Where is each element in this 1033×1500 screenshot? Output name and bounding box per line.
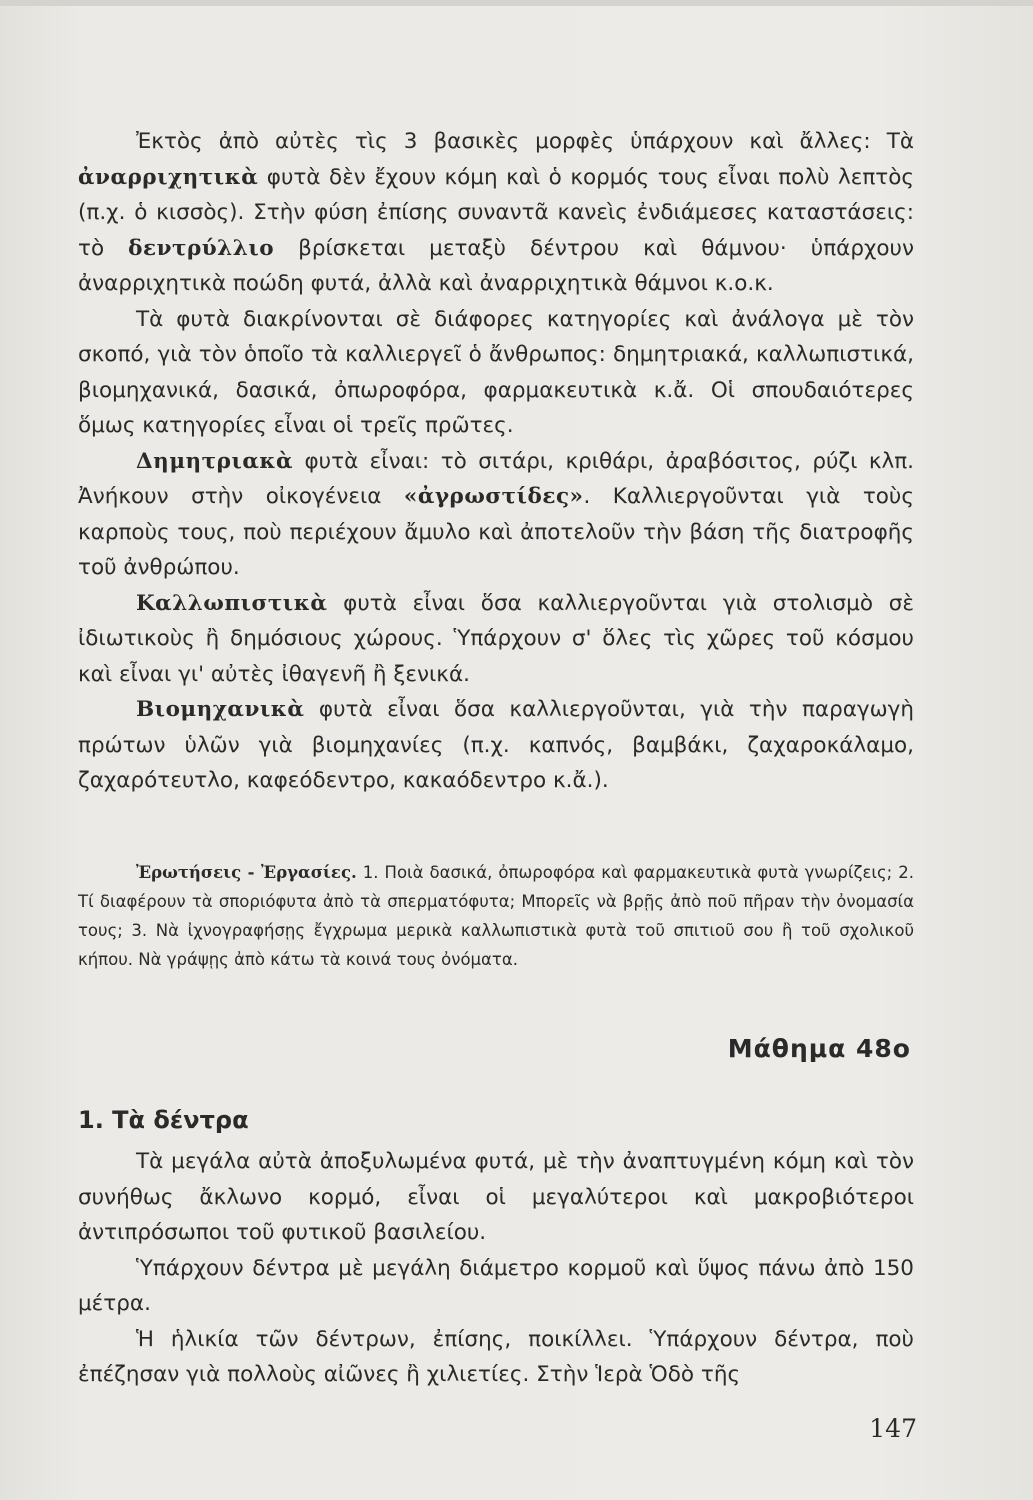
section-title: 1. Τὰ δέντρα — [78, 1106, 249, 1134]
text-run: φυτὰ εἶναι ὅσα καλλιεργοῦνται, γιὰ τὴν παραγωγὴ πρώτων ὑλῶν γιὰ βιομηχανίες (π.χ. καπνός, βαμβάκι, ζαχαροκάλαμο, ζαχαρότευτλο, καφεόδεντρο, κακαόδεντρο κ.ἄ.). — [78, 697, 914, 793]
term-industrial: Βιομηχανικὰ — [136, 697, 305, 722]
text-run: φυτὰ εἶναι ὅσα καλλιεργοῦνται γιὰ στολισμὸ σὲ ἰδιωτικοὺς ἢ δημόσιους χώρους. Ὑπάρχουν σ' ὅλες τὶς χῶρες τοῦ κόσμου καὶ εἶναι γι' αὐτὲς ἰθαγενῆ ἢ ξενικά. — [78, 590, 914, 687]
text-run: Ἐκτὸς ἀπὸ αὐτὲς τὶς 3 βασικὲς μορφὲς ὑπάρχουν καὶ ἄλλες: Τὰ — [136, 129, 914, 154]
term-cereals: Δημητριακὰ — [136, 448, 294, 474]
paragraph-trees-height: Ὑπάρχουν δέντρα μὲ μεγάλη διάμετρο κορμοῦ καὶ ὕψος πάνω ἀπὸ 150 μέτρα. — [78, 1255, 914, 1316]
body-text-trees — [78, 1144, 914, 1393]
page-number: 147 — [869, 1414, 917, 1443]
paragraph-trees-intro: Τὰ μεγάλα αὐτὰ ἀποξυλωμένα φυτά, μὲ τὴν ἀναπτυγμένη κόμη καὶ τὸν συνήθως ἄκλωνο κορμό, εἶναι οἱ μεγαλύτεροι καὶ μακροβιότεροι ἀντιπρόσωποι τοῦ φυτικοῦ βασιλείου. — [78, 1149, 914, 1245]
term-grasses: «ἀγρωστίδες» — [403, 484, 584, 509]
paragraph-trees-age: Ἡ ἡλικία τῶν δέντρων, ἐπίσης, ποικίλλει. Ὑπάρχουν δέντρα, ποὺ ἐπέζησαν γιὰ πολλοὺς αἰῶνες ἢ χιλιετίες. Στὴν Ἱερὰ Ὁδὸ τῆς — [78, 1326, 914, 1387]
text-run: φυτὰ εἶναι: τὸ σιτάρι, κριθάρι, ἀραβόσιτος, ρύζι κλπ. Ἀνήκουν στὴν οἰκογένεια — [78, 448, 914, 509]
paragraph-other-forms — [78, 124, 914, 302]
questions-text: 1. Ποιὰ δασικά, ὀπωροφόρα καὶ φαρμακευτικὰ φυτὰ γνωρίζεις; 2. Τί διαφέρουν τὰ σποριόφυτα ἀπὸ τὰ σπερματόφυτα; Μπορεῖς νὰ βρῇς ἀπὸ ποῦ πῆραν τὴν ὀνομασία τους; 3. Νὰ ἰχνογραφήσῃς ἔγχρωμα μερικὰ καλλωπιστικὰ φυτὰ τοῦ σπιτιοῦ σου ἢ τοῦ σχολικοῦ κήπου. Νὰ γράψῃς ἀπὸ κάτω τὰ κοινά τους ὀνόματα. — [78, 863, 914, 969]
questions-label: Ἐρωτήσεις - Ἐργασίες. — [136, 863, 357, 882]
term-climbing: ἀναρριχητικὰ — [78, 164, 259, 190]
lesson-title: Μάθημα 48ο — [727, 1034, 911, 1063]
paragraph-industrial — [78, 692, 914, 799]
paragraph-cereals — [78, 444, 914, 586]
term-ornamental: Καλλωπιστικὰ — [136, 590, 328, 616]
term-shrub-tree: δεντρύλλιο — [128, 235, 275, 261]
text-run: . Καλλιεργοῦνται γιὰ τοὺς καρποὺς τους, ποὺ περιέχουν ἄμυλο καὶ ἀποτελοῦν τὴν βάση τῆς διατροφῆς τοῦ ἀνθρώπου. — [78, 484, 914, 580]
paragraph-categories: Τὰ φυτὰ διακρίνονται σὲ διάφορες κατηγορίες καὶ ἀνάλογα μὲ τὸν σκοπό, γιὰ τὸν ὁποῖο τὰ καλλιεργεῖ ὁ ἄνθρωπος: δημητριακά, καλλωπιστικά, βιομηχανικά, δασικά, ὀπωροφόρα, φαρμακευτικὰ κ.ἄ. Οἱ σπουδαιότερες ὅμως κατηγορίες εἶναι οἱ τρεῖς πρῶτες. — [78, 306, 914, 438]
text-run: φυτὰ δὲν ἔχουν κόμη καὶ ὁ κορμός τους εἶναι πολὺ λεπτὸς (π.χ. ὁ κισσὸς). Στὴν φύση ἐπίσης συναντᾶ κανεὶς ἐνδιάμεσες καταστάσεις: τὸ — [78, 164, 914, 261]
questions-exercises — [78, 858, 914, 974]
page-top-edge — [0, 0, 1033, 6]
paragraph-ornamental — [78, 586, 914, 693]
text-run: βρίσκεται μεταξὺ δέντρου καὶ θάμνου· ὑπάρχουν ἀναρριχητικὰ ποώδη φυτά, ἀλλὰ καὶ ἀναρριχητικὰ θάμνοι κ.ο.κ. — [78, 235, 914, 296]
body-text-upper — [78, 124, 914, 799]
